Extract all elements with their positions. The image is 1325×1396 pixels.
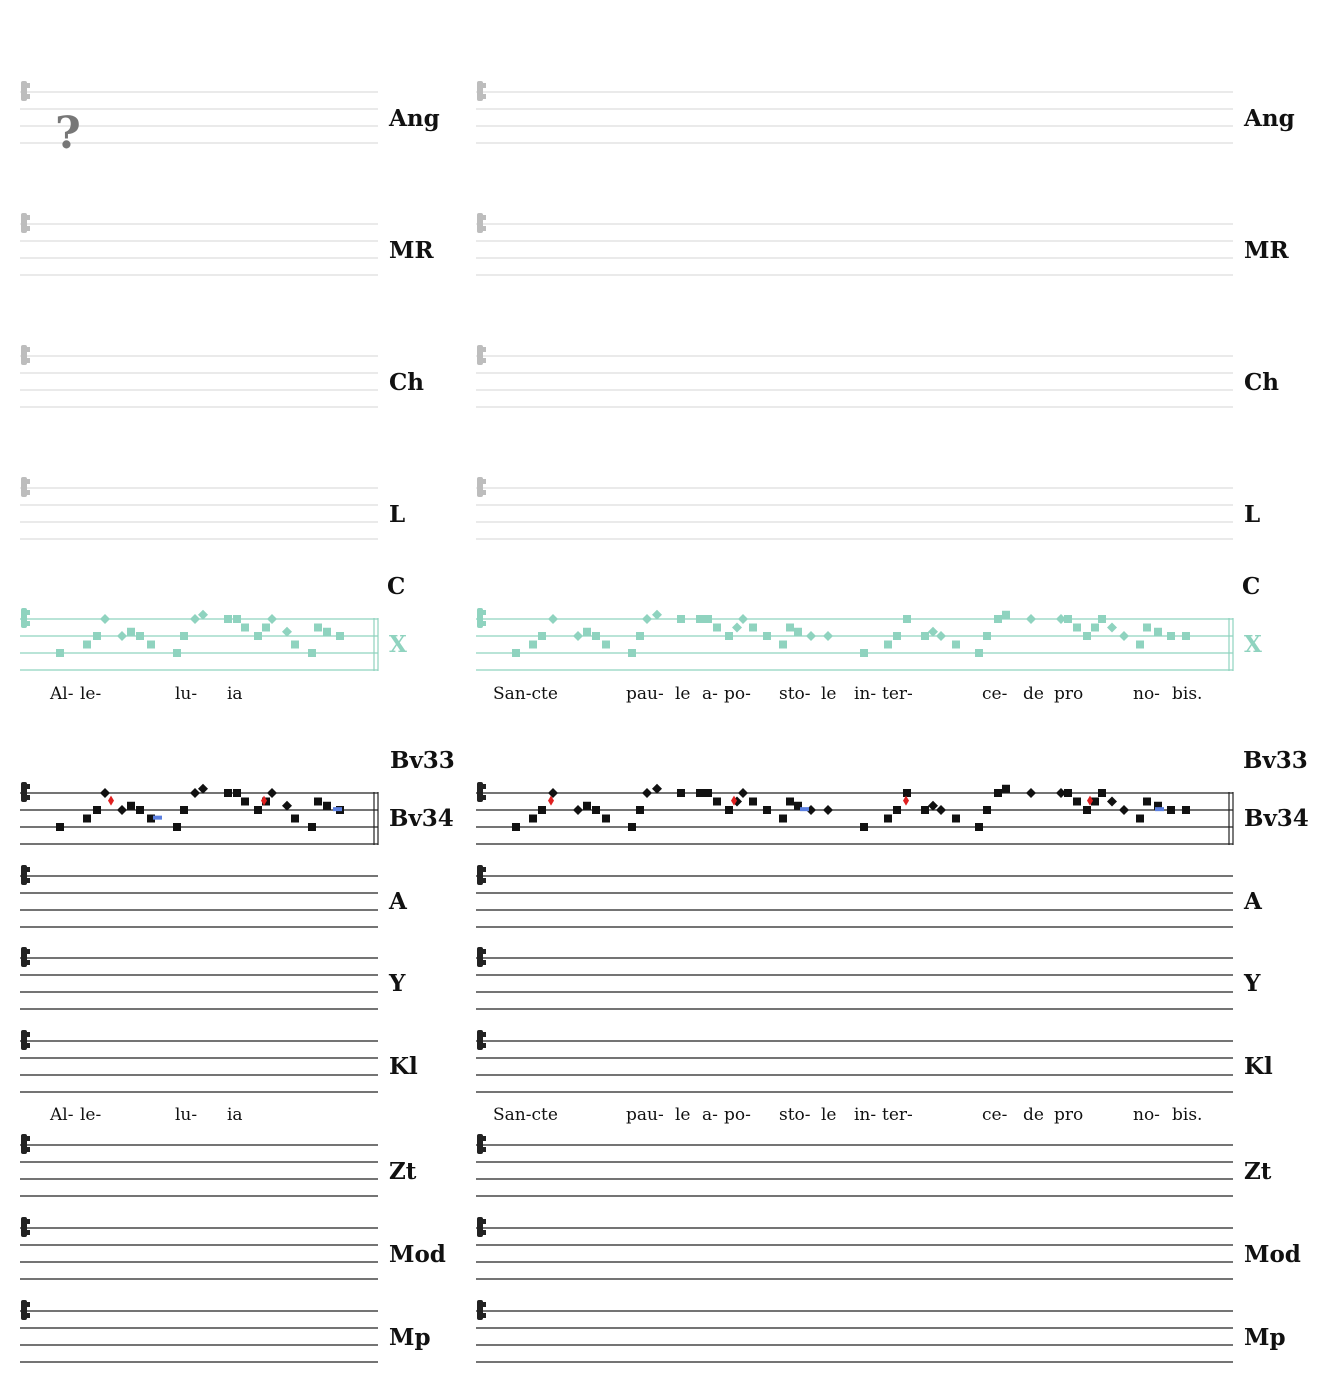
neume-punctum xyxy=(1154,628,1162,636)
neume-rhombus xyxy=(823,631,833,641)
neume-punctum xyxy=(677,615,685,623)
c-clef-icon-tip xyxy=(26,621,30,626)
neume-punctum xyxy=(884,641,892,649)
siglum-bv33-right: Bv33 xyxy=(1243,747,1308,774)
lyric-syllable: le xyxy=(675,684,691,704)
neume-rhombus xyxy=(282,801,292,811)
neume-punctum xyxy=(1073,624,1081,632)
neume-rhombus xyxy=(117,805,127,815)
siglum-l-right: L xyxy=(1244,501,1261,528)
neume-punctum xyxy=(1073,798,1081,806)
neume-punctum xyxy=(713,798,721,806)
neume-punctum xyxy=(779,641,787,649)
siglum-mod-right: Mod xyxy=(1244,1241,1301,1268)
neume-rhombus xyxy=(1026,614,1036,624)
c-clef-icon-tip xyxy=(26,1043,30,1048)
lyric-syllable: pau- xyxy=(626,1105,664,1125)
neume-rhombus xyxy=(1026,788,1036,798)
lyric-syllable: le- xyxy=(80,684,102,704)
c-clef-icon-tip xyxy=(482,490,486,495)
neume-punctum xyxy=(529,815,537,823)
neume-punctum xyxy=(903,615,911,623)
siglum-ang-right: Ang xyxy=(1244,105,1295,132)
neume-rhombus xyxy=(652,610,662,620)
neume-punctum xyxy=(903,789,911,797)
neume-punctum xyxy=(1064,615,1072,623)
neume-punctum xyxy=(336,632,344,640)
c-clef-icon-tip xyxy=(26,878,30,883)
neume-punctum xyxy=(1083,632,1091,640)
siglum-x-left: X xyxy=(389,631,407,658)
neume-punctum xyxy=(994,615,1002,623)
neume-punctum xyxy=(241,624,249,632)
lyric-syllable: ia xyxy=(227,1105,243,1125)
neume-rhombus xyxy=(117,631,127,641)
c-clef-icon-tip xyxy=(26,784,30,789)
siglum-ch-left: Ch xyxy=(389,369,425,396)
neume-rhombus xyxy=(267,614,277,624)
siglum-mr-right: MR xyxy=(1244,237,1289,264)
neume-rhombus xyxy=(652,784,662,794)
neume-rhombus xyxy=(573,805,583,815)
lyric-syllable: lu- xyxy=(175,684,198,704)
neume-punctum xyxy=(538,806,546,814)
neume-punctum xyxy=(884,815,892,823)
c-clef-icon-tip xyxy=(482,1147,486,1152)
siglum-bv34-right: Bv34 xyxy=(1244,805,1309,832)
neume-punctum xyxy=(1002,611,1010,619)
neume-rhombus xyxy=(642,614,652,624)
neume-rhombus xyxy=(1119,805,1129,815)
c-clef-icon-tip xyxy=(482,1136,486,1141)
lyric-syllable: pau- xyxy=(626,684,664,704)
lyric-syllable: ia xyxy=(227,684,243,704)
neume-punctum xyxy=(893,632,901,640)
neume-punctum xyxy=(1167,806,1175,814)
neume-punctum xyxy=(173,649,181,657)
neume-punctum xyxy=(83,641,91,649)
siglum-mp-right: Mp xyxy=(1244,1324,1286,1351)
c-clef-icon-tip xyxy=(26,358,30,363)
neume-rhombus xyxy=(806,631,816,641)
neume-punctum xyxy=(636,632,644,640)
neume-punctum xyxy=(1167,632,1175,640)
neume-punctum xyxy=(602,641,610,649)
neume-punctum xyxy=(56,823,64,831)
neume-punctum xyxy=(893,806,901,814)
neume-punctum xyxy=(241,798,249,806)
c-clef-icon-tip xyxy=(26,215,30,220)
c-clef-icon-tip xyxy=(26,867,30,872)
neume-punctum xyxy=(628,649,636,657)
c-clef-icon-tip xyxy=(26,1136,30,1141)
neume-punctum xyxy=(93,632,101,640)
neume-punctum xyxy=(860,823,868,831)
quilisma-blue xyxy=(1155,807,1164,811)
siglum-mp-left: Mp xyxy=(389,1324,431,1351)
c-clef-icon-tip xyxy=(482,94,486,99)
siglum-a-right: A xyxy=(1244,888,1262,915)
liquescent-red xyxy=(108,796,114,806)
neume-punctum xyxy=(1182,632,1190,640)
neume-punctum xyxy=(1002,785,1010,793)
siglum-ang-left: Ang xyxy=(389,105,440,132)
c-clef-icon-tip xyxy=(26,479,30,484)
neume-punctum xyxy=(583,802,591,810)
neume-punctum xyxy=(677,789,685,797)
lyric-syllable: po- xyxy=(724,1105,751,1125)
c-clef-icon-tip xyxy=(26,795,30,800)
neume-punctum xyxy=(56,649,64,657)
neume-punctum xyxy=(538,632,546,640)
quilisma-blue xyxy=(333,807,342,811)
c-clef-icon-tip xyxy=(26,1302,30,1307)
neume-punctum xyxy=(314,798,322,806)
neume-rhombus xyxy=(1107,797,1117,807)
neume-punctum xyxy=(628,823,636,831)
siglum-mod-left: Mod xyxy=(389,1241,446,1268)
neume-punctum xyxy=(291,815,299,823)
neume-punctum xyxy=(512,649,520,657)
neume-punctum xyxy=(93,806,101,814)
c-clef-icon-tip xyxy=(26,226,30,231)
siglum-bv33-left: Bv33 xyxy=(390,747,455,774)
neume-punctum xyxy=(1098,615,1106,623)
neume-rhombus xyxy=(936,805,946,815)
neume-punctum xyxy=(180,632,188,640)
c-clef-icon-tip xyxy=(482,610,486,615)
c-clef-icon-tip xyxy=(482,479,486,484)
c-clef-icon-tip xyxy=(26,1230,30,1235)
neume-punctum xyxy=(921,632,929,640)
neume-punctum xyxy=(262,624,270,632)
siglum-zt-right: Zt xyxy=(1244,1158,1272,1185)
neume-punctum xyxy=(983,806,991,814)
lyric-syllable: San-cte xyxy=(493,1105,558,1125)
siglum-kl-right: Kl xyxy=(1244,1053,1273,1080)
neume-rhombus xyxy=(198,784,208,794)
c-clef-icon-tip xyxy=(26,1219,30,1224)
neume-punctum xyxy=(1083,806,1091,814)
neume-punctum xyxy=(975,649,983,657)
neume-rhombus xyxy=(190,788,200,798)
neume-punctum xyxy=(704,789,712,797)
siglum-kl-left: Kl xyxy=(389,1053,418,1080)
quilisma-blue xyxy=(153,816,162,820)
c-clef-icon-tip xyxy=(482,358,486,363)
c-clef-icon-tip xyxy=(482,215,486,220)
c-clef-icon-tip xyxy=(482,347,486,352)
lyric-syllable: ce- xyxy=(982,1105,1008,1125)
neume-rhombus xyxy=(573,631,583,641)
lyric-syllable: Al- xyxy=(50,684,74,704)
lyric-syllable: in- xyxy=(854,684,877,704)
c-clef-icon-tip xyxy=(26,1032,30,1037)
siglum-bv34-left: Bv34 xyxy=(389,805,454,832)
neume-rhombus xyxy=(100,788,110,798)
neume-punctum xyxy=(1136,815,1144,823)
neume-punctum xyxy=(725,632,733,640)
neume-punctum xyxy=(713,624,721,632)
neume-punctum xyxy=(254,806,262,814)
neume-punctum xyxy=(254,632,262,640)
c-clef-icon-tip xyxy=(482,1313,486,1318)
neume-punctum xyxy=(173,823,181,831)
neume-punctum xyxy=(696,789,704,797)
neume-rhombus xyxy=(642,788,652,798)
neume-punctum xyxy=(794,628,802,636)
siglum-c-left: C xyxy=(387,573,406,600)
neume-punctum xyxy=(529,641,537,649)
lyric-syllable: pro xyxy=(1054,1105,1084,1125)
neume-punctum xyxy=(725,806,733,814)
neume-rhombus xyxy=(267,788,277,798)
lyric-syllable: pro xyxy=(1054,684,1084,704)
c-clef-icon-tip xyxy=(26,1313,30,1318)
siglum-a-left: A xyxy=(389,888,407,915)
neume-rhombus xyxy=(738,788,748,798)
c-clef-icon-tip xyxy=(482,1032,486,1037)
c-clef-icon-tip xyxy=(26,94,30,99)
neume-rhombus xyxy=(732,623,742,633)
c-clef-icon-tip xyxy=(26,1147,30,1152)
lyric-syllable: lu- xyxy=(175,1105,198,1125)
lyric-syllable: bis. xyxy=(1172,684,1203,704)
neume-rhombus xyxy=(190,614,200,624)
neume-punctum xyxy=(147,641,155,649)
lyric-syllable: le xyxy=(821,684,837,704)
neume-rhombus xyxy=(936,631,946,641)
neume-punctum xyxy=(136,806,144,814)
neume-punctum xyxy=(308,823,316,831)
neume-punctum xyxy=(696,615,704,623)
siglum-y-right: Y xyxy=(1244,970,1261,997)
neume-punctum xyxy=(786,624,794,632)
neume-punctum xyxy=(983,632,991,640)
lyric-syllable: ter- xyxy=(882,1105,913,1125)
c-clef-icon-tip xyxy=(482,949,486,954)
c-clef-icon-tip xyxy=(482,621,486,626)
neume-punctum xyxy=(233,789,241,797)
c-clef-icon-tip xyxy=(26,949,30,954)
neume-punctum xyxy=(323,628,331,636)
neume-punctum xyxy=(1098,789,1106,797)
neume-rhombus xyxy=(100,614,110,624)
lyric-syllable: no- xyxy=(1133,684,1160,704)
c-clef-icon-tip xyxy=(482,226,486,231)
lyric-syllable: ce- xyxy=(982,684,1008,704)
neume-punctum xyxy=(1182,806,1190,814)
neume-punctum xyxy=(763,806,771,814)
neume-rhombus xyxy=(198,610,208,620)
c-clef-icon-tip xyxy=(482,83,486,88)
neume-punctum xyxy=(704,615,712,623)
neume-punctum xyxy=(1064,789,1072,797)
liquescent-red xyxy=(903,796,909,806)
neume-punctum xyxy=(1143,798,1151,806)
neume-punctum xyxy=(602,815,610,823)
neume-punctum xyxy=(512,823,520,831)
neume-rhombus xyxy=(738,614,748,624)
c-clef-icon-tip xyxy=(482,960,486,965)
c-clef-icon-tip xyxy=(482,795,486,800)
neume-punctum xyxy=(583,628,591,636)
lyric-syllable: ter- xyxy=(882,684,913,704)
neume-rhombus xyxy=(548,788,558,798)
neume-punctum xyxy=(1136,641,1144,649)
neume-rhombus xyxy=(1119,631,1129,641)
neume-punctum xyxy=(994,789,1002,797)
c-clef-icon-tip xyxy=(482,784,486,789)
lyric-syllable: no- xyxy=(1133,1105,1160,1125)
neume-rhombus xyxy=(548,614,558,624)
neume-punctum xyxy=(314,624,322,632)
neume-rhombus xyxy=(928,627,938,637)
c-clef-icon-tip xyxy=(482,867,486,872)
siglum-mr-left: MR xyxy=(389,237,434,264)
neume-punctum xyxy=(308,649,316,657)
neume-punctum xyxy=(1143,624,1151,632)
neume-punctum xyxy=(136,632,144,640)
neume-punctum xyxy=(233,615,241,623)
neume-rhombus xyxy=(823,805,833,815)
neume-rhombus xyxy=(1107,623,1117,633)
lyric-syllable: Al- xyxy=(50,1105,74,1125)
neume-punctum xyxy=(921,806,929,814)
neume-punctum xyxy=(224,615,232,623)
siglum-x-right: X xyxy=(1244,631,1262,658)
siglum-y-left: Y xyxy=(389,970,406,997)
siglum-ch-right: Ch xyxy=(1244,369,1280,396)
neume-punctum xyxy=(779,815,787,823)
neume-punctum xyxy=(224,789,232,797)
lyric-syllable: de xyxy=(1023,1105,1044,1125)
neume-punctum xyxy=(786,798,794,806)
lyric-syllable: in- xyxy=(854,1105,877,1125)
lyric-syllable: le xyxy=(821,1105,837,1125)
missing-source-marker: ? xyxy=(55,108,81,159)
neume-punctum xyxy=(860,649,868,657)
neume-rhombus xyxy=(282,627,292,637)
siglum-l-left: L xyxy=(389,501,406,528)
lyric-syllable: sto- xyxy=(779,684,811,704)
neume-punctum xyxy=(592,632,600,640)
quilisma-blue xyxy=(800,807,809,811)
siglum-zt-left: Zt xyxy=(389,1158,417,1185)
lyric-syllable: San-cte xyxy=(493,684,558,704)
lyric-syllable: de xyxy=(1023,684,1044,704)
neume-punctum xyxy=(952,641,960,649)
neume-punctum xyxy=(763,632,771,640)
neume-punctum xyxy=(952,815,960,823)
neume-punctum xyxy=(83,815,91,823)
siglum-c-right: C xyxy=(1242,573,1261,600)
lyric-syllable: bis. xyxy=(1172,1105,1203,1125)
c-clef-icon-tip xyxy=(26,490,30,495)
neume-punctum xyxy=(127,628,135,636)
lyric-syllable: le- xyxy=(80,1105,102,1125)
c-clef-icon-tip xyxy=(482,1219,486,1224)
c-clef-icon-tip xyxy=(26,960,30,965)
lyric-syllable: a- xyxy=(702,684,718,704)
neume-rhombus xyxy=(928,801,938,811)
neume-punctum xyxy=(636,806,644,814)
c-clef-icon-tip xyxy=(482,1043,486,1048)
neume-punctum xyxy=(323,802,331,810)
c-clef-icon-tip xyxy=(482,1230,486,1235)
c-clef-icon-tip xyxy=(26,83,30,88)
neume-punctum xyxy=(592,806,600,814)
lyric-syllable: po- xyxy=(724,684,751,704)
neume-punctum xyxy=(749,624,757,632)
lyric-syllable: sto- xyxy=(779,1105,811,1125)
lyric-syllable: le xyxy=(675,1105,691,1125)
lyric-syllable: a- xyxy=(702,1105,718,1125)
neume-punctum xyxy=(975,823,983,831)
neume-punctum xyxy=(291,641,299,649)
c-clef-icon-tip xyxy=(26,347,30,352)
c-clef-icon-tip xyxy=(482,878,486,883)
neume-punctum xyxy=(749,798,757,806)
neume-punctum xyxy=(127,802,135,810)
c-clef-icon-tip xyxy=(482,1302,486,1307)
neume-punctum xyxy=(180,806,188,814)
c-clef-icon-tip xyxy=(26,610,30,615)
neume-punctum xyxy=(1091,624,1099,632)
